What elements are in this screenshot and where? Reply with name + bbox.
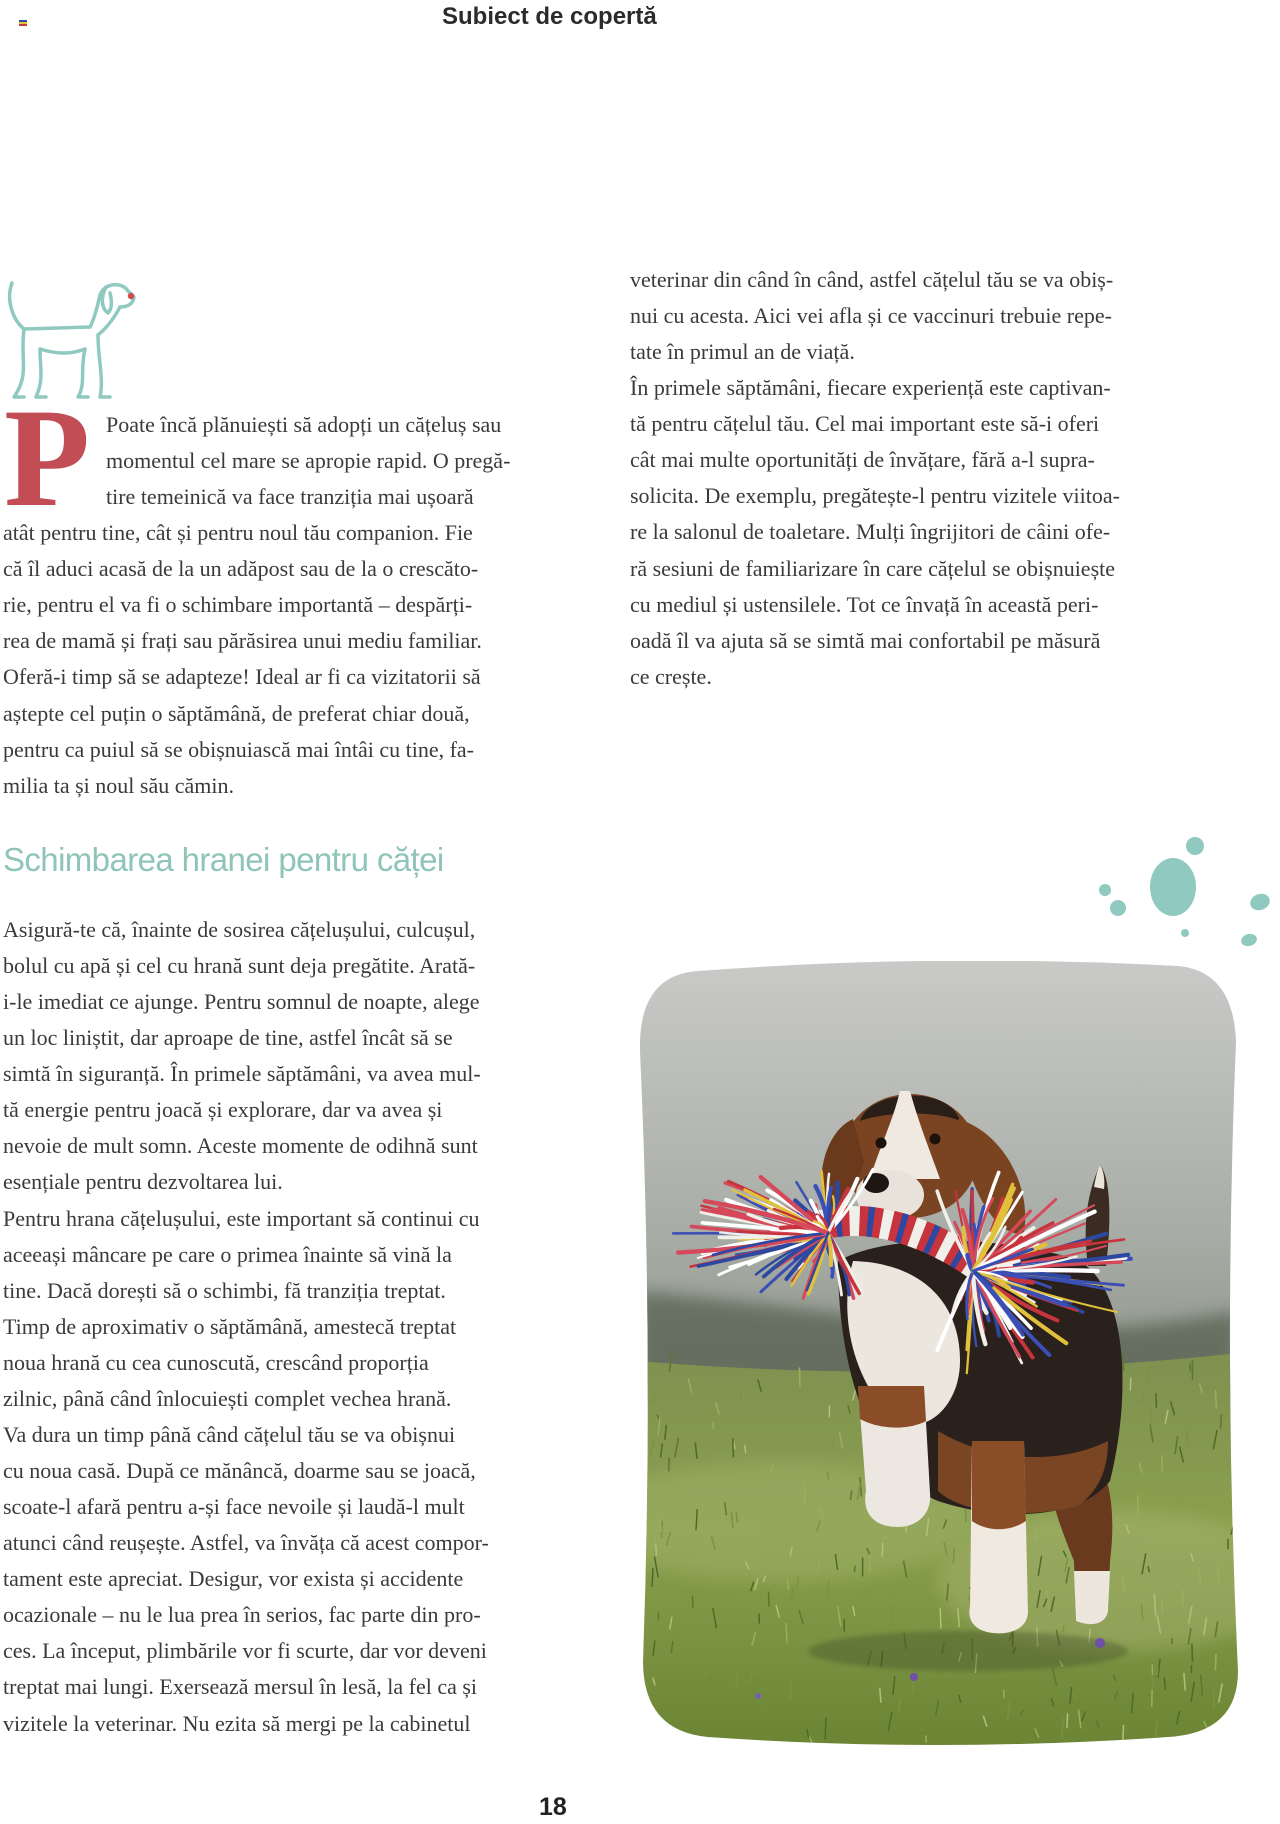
text-line: nui cu acesta. Aici vei afla și ce vaccinuri trebuie repe- [630,303,1112,329]
text-line: cât mai multe oportunități de învățare, fără a-l supra- [630,447,1095,473]
text-line: veterinar din când în când, astfel cățelul tău se va obiș- [630,267,1114,292]
text-line: tire temeinică va face tranziția mai ușoară [106,484,474,510]
text-line: re la salonul de toaletare. Mulți îngrijitori de câini ofe- [630,519,1111,545]
text-line: Pentru hrana cățelușului, este important să continui cu [3,1205,480,1231]
text-line: ce crește. [630,663,712,689]
text-line: că îl aduci acasă de la un adăpost sau de la o crescăto- [3,556,479,582]
text-line: ces. La început, plimbările vor fi scurte, dar vor deveni [3,1638,487,1664]
flag-icon [19,20,27,26]
text-line: momentul cel mare se apropie rapid. O pregă- [106,448,511,474]
text-line: zilnic, până când înlocuiești complet vechea hrană. [3,1385,452,1411]
text-line: Poate încă plănuiești să adopți un cățeluș sau [106,412,502,437]
text-line: rie, pentru el va fi o schimbare importantă – despărți- [3,592,473,618]
text-line: Asigură-te că, înainte de sosirea cățelușului, culcușul, [3,917,476,942]
text-line: rea de mamă și frați sau părăsirea unui mediu familiar. [3,628,482,654]
text-line: Oferă-i timp să se adapteze! Ideal ar fi ca vizitatorii să [3,664,481,690]
text-line: aceeași mâncare pe care o primea înainte să vină la [3,1241,452,1267]
text-line: oadă îl va ajuta să se simtă mai confortabil pe măsură [630,627,1101,653]
text-line: tă pentru cățelul tău. Cel mai important este să-i oferi [630,411,1100,437]
text-line: ră sesiuni de familiarizare în care cățelul se obișnuiește [630,555,1116,581]
text-line: simtă în siguranță. În primele săptămâni, va avea mul- [3,1061,481,1087]
text-line: cu noua casă. După ce mănâncă, doarme sau se joacă, [3,1458,476,1484]
text-line: scoate-l afară pentru a-și face nevoile și laudă-l mult [3,1494,465,1520]
text-line: ocazionale – nu le lua prea în serios, fac parte din pro- [3,1602,481,1628]
text-line: pentru ca puiul să se obișnuiască mai întâi cu tine, fa- [3,736,475,762]
text-line: Va dura un timp până când cățelul tău se va obișnui [3,1421,456,1447]
section-heading: Schimbarea hranei pentru căței [3,841,444,878]
text-line: un loc liniștit, dar aproape de tine, astfel încât să se [3,1025,453,1051]
text-line: atât pentru tine, cât și pentru noul tău companion. Fie [3,520,473,546]
text-line: cu mediul și ustensilele. Tot ce învață în această peri- [630,591,1099,617]
text-line: milia ta și noul său cămin. [3,772,234,798]
drop-cap: P [4,380,91,536]
teal-dots-decoration [1090,830,1280,955]
text-line: noua hrană cu cea cunoscută, crescând proporția [3,1349,429,1375]
text-line: tine. Dacă dorești să o schimbi, fă tranziția treptat. [3,1277,446,1303]
page-number: 18 [539,1793,567,1821]
text-line: solicita. De exemplu, pregătește-l pentru vizitele viitoa- [630,483,1120,509]
text-line: atunci când reușește. Astfel, va învăța că acest compor- [3,1530,489,1556]
text-line: i-le imediat ce ajunge. Pentru somnul de noapte, alege [3,989,480,1015]
text-line: tate în primul an de viață. [630,339,855,365]
text-line: bolul cu apă și cel cu hrană sunt deja pregătite. Arată- [3,953,476,979]
text-line: aștepte cel puțin o săptămână, de preferat chiar două, [3,700,470,726]
text-line: nevoie de mult somn. Aceste momente de odihnă sunt [3,1133,478,1159]
text-line: vizitele la veterinar. Nu ezita să mergi pe la cabinetul [3,1710,471,1736]
puppy-photo [638,961,1238,1745]
text-line: Timp de aproximativ o săptămână, amestecă treptat [3,1313,457,1339]
text-line: treptat mai lungi. Exersează mersul în lesă, la fel ca și [3,1674,478,1700]
text-line: În primele săptămâni, fiecare experiență este captivan- [630,375,1111,401]
section-title: Subiect de copertă [442,3,657,30]
text-line: tament este apreciat. Desigur, vor exista și accidente [3,1566,464,1592]
text-line: tă energie pentru joacă și explorare, dar va avea și [3,1097,443,1123]
text-line: esențiale pentru dezvoltarea lui. [3,1169,283,1195]
